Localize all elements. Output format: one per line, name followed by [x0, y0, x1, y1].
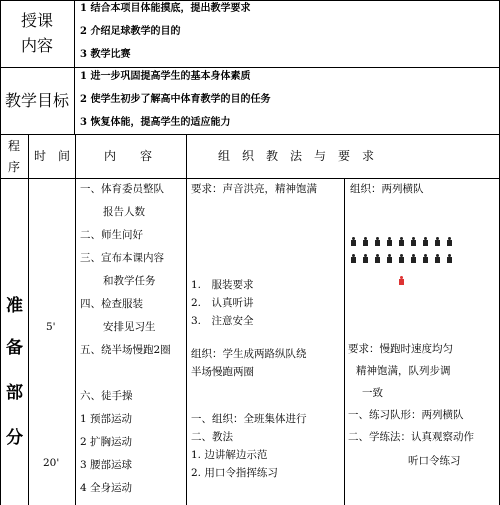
requirement-line: 组织：学生成两路纵队绕	[191, 348, 307, 360]
student-marker	[399, 237, 404, 246]
col-divider-time	[75, 134, 76, 505]
student-marker	[363, 237, 368, 246]
prep-section-label: 分	[6, 428, 23, 448]
content-line: 一、体育委员整队	[80, 183, 164, 195]
lesson-content-item: 3 教学比赛	[80, 49, 131, 60]
student-marker	[447, 254, 452, 263]
student-marker	[435, 237, 440, 246]
teaching-goal-item: 1 进一步巩固提高学生的基本身体素质	[80, 71, 251, 82]
student-marker	[447, 237, 452, 246]
requirement-line: 2. 用口令指挥练习	[191, 467, 278, 479]
header-method: 组 织 教 法 与 要 求	[218, 149, 375, 163]
formation-line: 一、练习队形：两列横队	[348, 409, 464, 421]
student-marker	[411, 237, 416, 246]
lesson-content-item: 2 介绍足球教学的目的	[80, 26, 181, 37]
student-marker	[423, 237, 428, 246]
col-divider-content	[186, 134, 187, 505]
lesson-content-item: 1 结合本项目体能摸底，提出教学要求	[80, 3, 251, 14]
requirement-line: 1. 边讲解边示范	[191, 449, 268, 461]
student-marker	[387, 237, 392, 246]
content-line: 4 全身运动	[80, 482, 133, 494]
border-top	[0, 0, 500, 1]
prep-section-label: 准	[6, 296, 23, 316]
teacher-marker	[399, 276, 404, 285]
label-divider	[74, 0, 75, 134]
formation-line: 精神饱满，队列步调	[356, 365, 451, 377]
formation-line: 听口令练习	[408, 455, 461, 467]
student-marker	[351, 237, 356, 246]
header-content: 内 容	[104, 149, 153, 163]
lesson-content-label: 授课	[21, 11, 54, 30]
content-line: 安排见习生	[103, 321, 156, 333]
formation-line: 二、学练法：认真观察动作	[348, 431, 474, 443]
student-marker	[375, 254, 380, 263]
formation-line: 一致	[362, 387, 383, 399]
student-marker	[423, 254, 428, 263]
student-marker	[411, 254, 416, 263]
header-time: 时 间	[34, 149, 71, 163]
col-divider-method	[344, 178, 345, 505]
prep-section-label: 部	[6, 383, 23, 403]
requirement-line: 2. 认真听讲	[191, 297, 254, 309]
content-line: 五、绕半场慢跑2圈	[80, 344, 171, 356]
student-marker	[387, 254, 392, 263]
content-line: 三、宣布本课内容	[80, 252, 164, 264]
time-value: 20'	[43, 457, 60, 469]
prep-section-label: 备	[6, 338, 23, 358]
requirement-line: 1. 服装要求	[191, 279, 254, 291]
teaching-goal-item: 2 使学生初步了解高中体育教学的目的任务	[80, 94, 271, 105]
row-divider	[0, 67, 500, 68]
content-line: 2 扩胸运动	[80, 436, 133, 448]
teaching-goal-item: 3 恢复体能，提高学生的适应能力	[80, 117, 231, 128]
requirement-line: 半场慢跑两圈	[191, 366, 254, 378]
student-marker	[435, 254, 440, 263]
content-line: 六、徒手操	[80, 390, 133, 402]
header-order: 程	[8, 139, 21, 153]
time-value: 5'	[46, 321, 56, 333]
student-marker	[375, 237, 380, 246]
requirement-line: 一、组织：全班集体进行	[191, 413, 307, 425]
content-line: 二、师生问好	[80, 229, 143, 241]
student-marker	[351, 254, 356, 263]
content-line: 报告人数	[103, 206, 145, 218]
content-line: 四、检查服装	[80, 298, 143, 310]
student-marker	[399, 254, 404, 263]
content-line: 1 预部运动	[80, 413, 133, 425]
requirement-line: 要求：声音洪亮，精神饱满	[191, 183, 317, 195]
content-line: 3 腰部运球	[80, 459, 133, 471]
content-line: 和教学任务	[103, 275, 156, 287]
requirement-line: 二、教法	[191, 431, 233, 443]
student-marker	[363, 254, 368, 263]
border-left	[0, 0, 1, 505]
formation-line: 要求：慢跑时速度均匀	[348, 343, 453, 355]
formation-line: 组织：两列横队	[350, 183, 424, 195]
header-order: 序	[8, 160, 21, 174]
requirement-line: 3. 注意安全	[191, 315, 254, 327]
lesson-content-label: 内容	[21, 36, 54, 55]
col-divider-order	[28, 134, 29, 505]
teaching-goals-label: 教学目标	[5, 91, 70, 110]
